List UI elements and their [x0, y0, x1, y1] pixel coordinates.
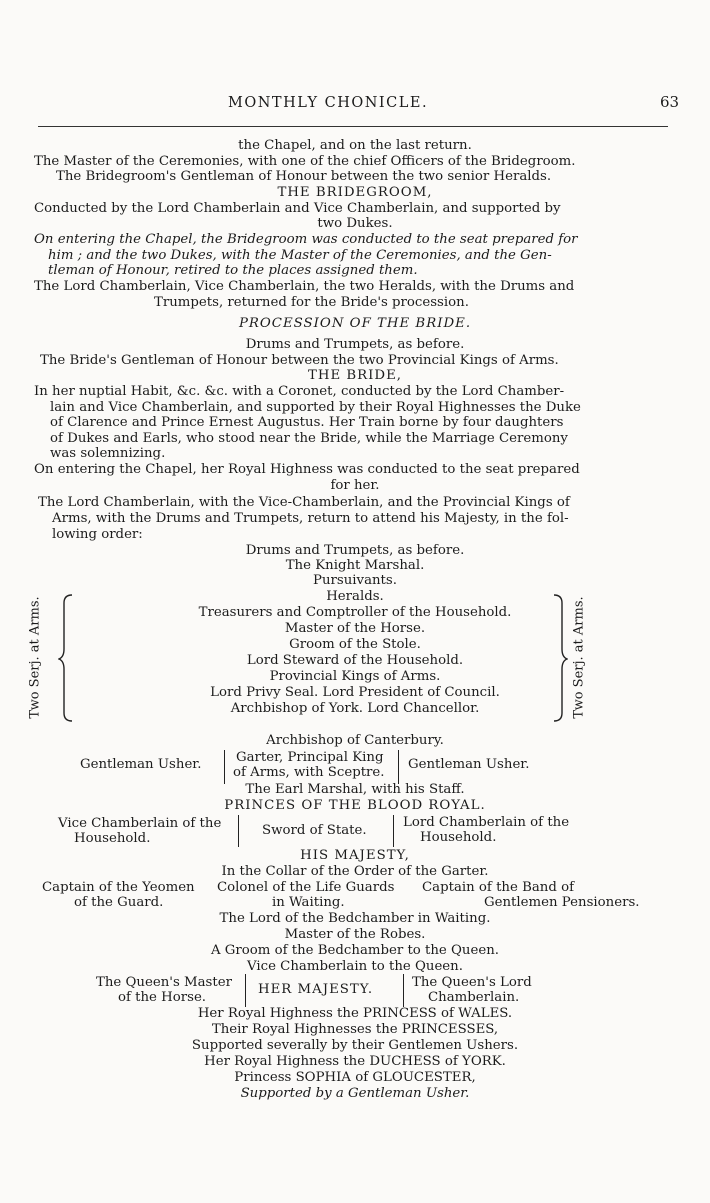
text-line: Household.: [74, 831, 151, 846]
text-line: Colonel of the Life Guards: [217, 880, 395, 895]
order-item: Her Royal Highness the DUCHESS of YORK.: [204, 1054, 506, 1069]
text-line: Captain of the Band of: [422, 880, 575, 895]
order-item: Provincial Kings of Arms.: [269, 669, 441, 684]
heading-bride: THE BRIDE,: [307, 368, 403, 383]
text-line: of Clarence and Prince Ernest Augustus. Her Train borne by four daughters: [50, 415, 564, 430]
text-line: On entering the Chapel, the Bridegroom was conducted to the seat prepared for: [34, 232, 578, 247]
text-line: The Lord Chamberlain, with the Vice-Chamberlain, and the Provincial Kings of: [38, 495, 570, 510]
text-line: was solemnizing.: [50, 446, 166, 461]
order-item: Supported by a Gentleman Usher.: [240, 1086, 470, 1101]
order-item: The Lord of the Bedchamber in Waiting.: [219, 911, 491, 926]
divider-line: [245, 974, 246, 1007]
text-line: The Queen's Lord: [412, 975, 532, 990]
order-item: Archbishop of York. Lord Chancellor.: [230, 701, 480, 716]
text-line: of Dukes and Earls, who stood near the Bride, while the Marriage Ceremony: [50, 431, 568, 446]
order-item: Drums and Trumpets, as before.: [245, 543, 465, 558]
text-line: The Lord Chamberlain, Vice Chamberlain, the two Heralds, with the Drums and: [34, 279, 575, 294]
text-line: Arms, with the Drums and Trumpets, return to attend his Majesty, in the fol-: [52, 511, 569, 526]
text-line: tleman of Honour, retired to the places assigned them.: [48, 263, 418, 278]
text-line: him ; and the two Dukes, with the Master of the Ceremonies, and the Gen-: [48, 248, 552, 263]
heading-princes: PRINCES OF THE BLOOD ROYAL.: [224, 798, 486, 813]
text-line: Conducted by the Lord Chamberlain and Vice Chamberlain, and supported by: [34, 201, 561, 216]
divider-line: [403, 974, 404, 1007]
order-item: The Knight Marshal.: [285, 558, 425, 573]
text-line: The Bride's Gentleman of Honour between the two Provincial Kings of Arms.: [40, 353, 559, 368]
text-line: in Waiting.: [272, 895, 345, 910]
text-line: Gentlemen Pensioners.: [484, 895, 640, 910]
order-item: A Groom of the Bedchamber to the Queen.: [210, 943, 500, 958]
text-line: lowing order:: [52, 527, 143, 542]
order-item: Pursuivants.: [313, 573, 397, 588]
divider-line: [398, 750, 399, 784]
order-item: The Earl Marshal, with his Staff.: [245, 782, 465, 797]
text-line: of Arms, with Sceptre.: [233, 765, 385, 780]
right-bracket: [552, 593, 568, 723]
page-number: 63: [660, 93, 680, 111]
text-line: Garter, Principal King: [236, 750, 384, 765]
order-item: Their Royal Highnesses the PRINCESSES,: [211, 1022, 499, 1037]
text-line: In her nuptial Habit, &c. &c. with a Coronet, conducted by the Lord Chamber-: [34, 384, 565, 399]
text-line: two Dukes.: [317, 216, 393, 231]
heading-procession-bride: PROCESSION OF THE BRIDE.: [238, 316, 472, 331]
text-line: of the Guard.: [74, 895, 164, 910]
left-bracket: [58, 593, 74, 723]
order-item: Groom of the Stole.: [289, 637, 421, 652]
text-line: Sword of State.: [262, 823, 367, 838]
text-line: the Chapel, and on the last return.: [238, 138, 472, 153]
heading-her-majesty: HER MAJESTY.: [258, 982, 374, 997]
text-line: Chamberlain.: [428, 990, 520, 1005]
text-line: of the Horse.: [118, 990, 207, 1005]
text-line: Drums and Trumpets, as before.: [245, 337, 465, 352]
divider-line: [393, 815, 394, 847]
side-label-left: Two Serj. at Arms.: [27, 596, 43, 719]
text-line: The Queen's Master: [96, 975, 232, 990]
order-item: Lord Steward of the Household.: [246, 653, 464, 668]
divider-line: [224, 750, 225, 784]
order-item: Heralds.: [326, 589, 384, 604]
text-line: Captain of the Yeomen: [42, 880, 195, 895]
text-line: Gentleman Usher.: [408, 757, 530, 772]
text-line: Gentleman Usher.: [80, 757, 202, 772]
text-line: The Master of the Ceremonies, with one of the chief Officers of the Bridegroom.: [34, 154, 576, 169]
order-item: Her Royal Highness the PRINCESS of WALES.: [197, 1006, 513, 1021]
order-item: Princess SOPHIA of GLOUCESTER,: [234, 1070, 476, 1085]
order-item: Master of the Horse.: [284, 621, 426, 636]
order-item: Lord Privy Seal. Lord President of Council.: [210, 685, 500, 700]
order-item: Supported severally by their Gentlemen Ushers.: [191, 1038, 519, 1053]
text-line: The Bridegroom's Gentleman of Honour between the two senior Heralds.: [56, 169, 552, 184]
text-line: Household.: [420, 830, 497, 845]
header-rule: [38, 126, 668, 127]
order-item: Vice Chamberlain to the Queen.: [247, 959, 463, 974]
order-item: Treasurers and Comptroller of the Household.: [198, 605, 512, 620]
order-item: Master of the Robes.: [284, 927, 426, 942]
text-line: Vice Chamberlain of the: [58, 816, 222, 831]
order-item: In the Collar of the Order of the Garter.: [221, 864, 489, 879]
divider-line: [238, 815, 239, 847]
running-head: MONTHLY CHONICLE.: [228, 95, 429, 111]
heading-bridegroom: THE BRIDEGROOM,: [277, 185, 433, 200]
text-line: Trumpets, returned for the Bride's procession.: [154, 295, 469, 310]
heading-his-majesty: HIS MAJESTY,: [300, 848, 410, 863]
order-item: Archbishop of Canterbury.: [266, 733, 444, 748]
text-line: Lord Chamberlain of the: [403, 815, 570, 830]
text-line: On entering the Chapel, her Royal Highness was conducted to the seat prepared: [34, 462, 580, 477]
text-line: for her.: [330, 478, 380, 493]
text-line: lain and Vice Chamberlain, and supported by their Royal Highnesses the Duke: [50, 400, 581, 415]
side-label-right: Two Serj. at Arms.: [571, 596, 587, 719]
